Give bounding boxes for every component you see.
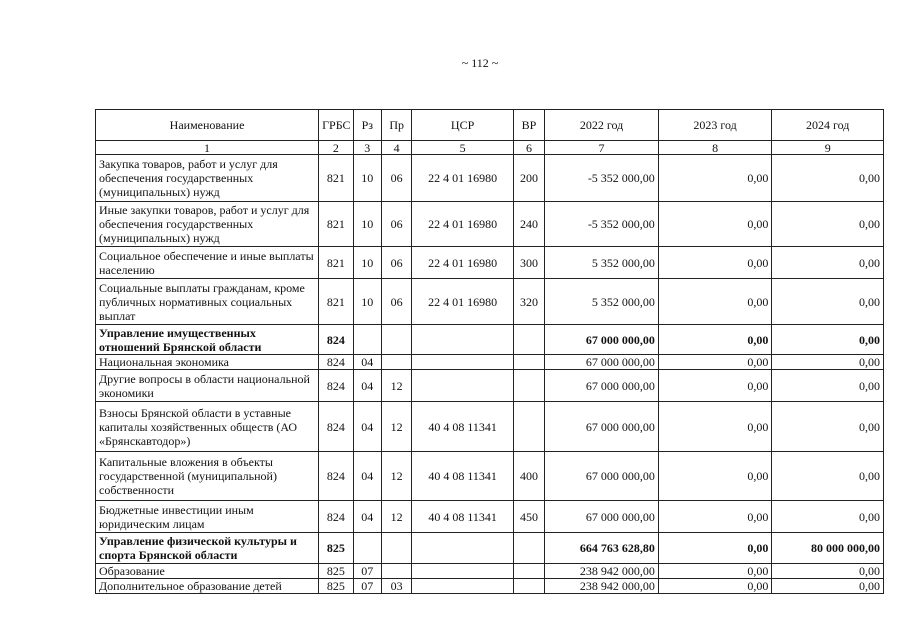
table-row <box>96 402 884 452</box>
row-2023: 0,00 <box>658 452 772 501</box>
column-number: 5 <box>412 141 513 155</box>
row-grbs: 821 <box>319 279 353 325</box>
row-2022: 238 942 000,00 <box>545 564 659 579</box>
row-csr <box>412 325 513 355</box>
row-2023: 0,00 <box>658 155 772 202</box>
row-vr: 400 <box>513 452 544 501</box>
row-2022: 67 000 000,00 <box>545 452 659 501</box>
row-csr <box>412 355 513 370</box>
row-2024: 0,00 <box>772 279 884 325</box>
row-rz: 10 <box>353 155 381 202</box>
row-csr <box>412 533 513 564</box>
row-2023: 0,00 <box>658 501 772 533</box>
header-grbs: ГРБС <box>319 110 353 141</box>
row-2024: 0,00 <box>772 325 884 355</box>
table-row <box>96 533 884 564</box>
budget-table <box>95 109 884 594</box>
table-row <box>96 325 884 355</box>
row-vr <box>513 325 544 355</box>
row-csr: 40 4 08 11341 <box>412 501 513 533</box>
row-vr <box>513 533 544 564</box>
row-csr: 22 4 01 16980 <box>412 279 513 325</box>
row-pr: 03 <box>381 579 411 594</box>
row-2022: 664 763 628,80 <box>545 533 659 564</box>
row-vr: 450 <box>513 501 544 533</box>
row-2022: -5 352 000,00 <box>545 155 659 202</box>
row-2024: 0,00 <box>772 452 884 501</box>
row-grbs: 824 <box>319 370 353 402</box>
row-2023: 0,00 <box>658 402 772 452</box>
row-2022: 67 000 000,00 <box>545 325 659 355</box>
row-name: Социальное обеспечение и иные выплаты населению <box>96 247 319 279</box>
row-2024: 0,00 <box>772 247 884 279</box>
row-vr <box>513 355 544 370</box>
row-pr: 12 <box>381 370 411 402</box>
row-2024: 0,00 <box>772 402 884 452</box>
column-number: 4 <box>381 141 411 155</box>
row-name: Национальная экономика <box>96 355 319 370</box>
row-grbs: 824 <box>319 355 353 370</box>
header-2023: 2023 год <box>658 110 772 141</box>
column-number: 1 <box>96 141 319 155</box>
row-rz <box>353 325 381 355</box>
column-number: 8 <box>658 141 772 155</box>
column-number: 2 <box>319 141 353 155</box>
row-rz: 10 <box>353 279 381 325</box>
table-row <box>96 279 884 325</box>
row-grbs: 825 <box>319 564 353 579</box>
row-2022: 5 352 000,00 <box>545 279 659 325</box>
row-2023: 0,00 <box>658 564 772 579</box>
row-vr: 320 <box>513 279 544 325</box>
column-number: 6 <box>513 141 544 155</box>
row-2023: 0,00 <box>658 202 772 247</box>
table-row <box>96 202 884 247</box>
row-name: Взносы Брянской области в уставные капиталы хозяйственных обществ (АО «Брянскавтодор») <box>96 402 319 452</box>
row-csr <box>412 564 513 579</box>
column-number: 7 <box>545 141 659 155</box>
row-name: Образование <box>96 564 319 579</box>
table-row <box>96 501 884 533</box>
row-rz: 04 <box>353 402 381 452</box>
row-grbs: 824 <box>319 325 353 355</box>
row-pr <box>381 533 411 564</box>
header-name: Наименование <box>96 110 319 141</box>
row-pr: 12 <box>381 452 411 501</box>
row-2023: 0,00 <box>658 579 772 594</box>
row-csr: 22 4 01 16980 <box>412 247 513 279</box>
row-grbs: 825 <box>319 579 353 594</box>
row-rz: 04 <box>353 501 381 533</box>
row-name: Другие вопросы в области национальной экономики <box>96 370 319 402</box>
row-2024: 0,00 <box>772 564 884 579</box>
header-2024: 2024 год <box>772 110 884 141</box>
table-row <box>96 579 884 594</box>
row-csr <box>412 579 513 594</box>
table-row <box>96 452 884 501</box>
row-grbs: 824 <box>319 402 353 452</box>
column-number-row <box>96 141 884 155</box>
row-grbs: 821 <box>319 155 353 202</box>
row-2023: 0,00 <box>658 325 772 355</box>
row-csr: 40 4 08 11341 <box>412 402 513 452</box>
table-row <box>96 247 884 279</box>
row-2024: 0,00 <box>772 155 884 202</box>
row-2023: 0,00 <box>658 370 772 402</box>
row-vr: 300 <box>513 247 544 279</box>
row-rz: 04 <box>353 452 381 501</box>
header-vr: ВР <box>513 110 544 141</box>
row-grbs: 821 <box>319 247 353 279</box>
row-2022: -5 352 000,00 <box>545 202 659 247</box>
row-name: Управление физической культуры и спорта Брянской области <box>96 533 319 564</box>
row-name: Социальные выплаты гражданам, кроме публичных нормативных социальных выплат <box>96 279 319 325</box>
column-number: 3 <box>353 141 381 155</box>
row-rz: 04 <box>353 355 381 370</box>
row-pr: 06 <box>381 247 411 279</box>
row-2023: 0,00 <box>658 355 772 370</box>
row-grbs: 824 <box>319 501 353 533</box>
row-2024: 0,00 <box>772 370 884 402</box>
row-vr: 200 <box>513 155 544 202</box>
row-name: Управление имущественных отношений Брянской области <box>96 325 319 355</box>
row-2022: 67 000 000,00 <box>545 355 659 370</box>
row-vr <box>513 402 544 452</box>
row-2022: 238 942 000,00 <box>545 579 659 594</box>
row-pr: 12 <box>381 501 411 533</box>
row-pr: 06 <box>381 202 411 247</box>
row-2023: 0,00 <box>658 533 772 564</box>
row-name: Иные закупки товаров, работ и услуг для обеспечения государственных (муниципальных) нужд <box>96 202 319 247</box>
page-number: ~ 112 ~ <box>461 56 499 70</box>
row-csr: 22 4 01 16980 <box>412 202 513 247</box>
row-2022: 67 000 000,00 <box>545 370 659 402</box>
row-name: Дополнительное образование детей <box>96 579 319 594</box>
row-pr: 06 <box>381 279 411 325</box>
row-2024: 0,00 <box>772 202 884 247</box>
row-name: Бюджетные инвестиции иным юридическим лицам <box>96 501 319 533</box>
row-csr <box>412 370 513 402</box>
row-2024: 80 000 000,00 <box>772 533 884 564</box>
row-2023: 0,00 <box>658 247 772 279</box>
row-pr <box>381 564 411 579</box>
column-number: 9 <box>772 141 884 155</box>
row-vr <box>513 370 544 402</box>
row-pr: 06 <box>381 155 411 202</box>
header-row <box>96 110 884 141</box>
row-rz: 07 <box>353 564 381 579</box>
row-vr <box>513 564 544 579</box>
row-rz: 10 <box>353 247 381 279</box>
table-row <box>96 155 884 202</box>
row-pr <box>381 355 411 370</box>
row-2024: 0,00 <box>772 579 884 594</box>
row-2023: 0,00 <box>658 279 772 325</box>
row-name: Капитальные вложения в объекты государственной (муниципальной) собственности <box>96 452 319 501</box>
row-csr: 40 4 08 11341 <box>412 452 513 501</box>
row-grbs: 825 <box>319 533 353 564</box>
row-2024: 0,00 <box>772 355 884 370</box>
row-pr <box>381 325 411 355</box>
row-vr <box>513 579 544 594</box>
header-rz: Рз <box>353 110 381 141</box>
row-rz: 10 <box>353 202 381 247</box>
row-2022: 67 000 000,00 <box>545 402 659 452</box>
table-row <box>96 355 884 370</box>
row-csr: 22 4 01 16980 <box>412 155 513 202</box>
row-grbs: 824 <box>319 452 353 501</box>
header-2022: 2022 год <box>545 110 659 141</box>
header-pr: Пр <box>381 110 411 141</box>
row-name: Закупка товаров, работ и услуг для обеспечения государственных (муниципальных) нужд <box>96 155 319 202</box>
row-2022: 67 000 000,00 <box>545 501 659 533</box>
row-pr: 12 <box>381 402 411 452</box>
row-grbs: 821 <box>319 202 353 247</box>
row-rz: 07 <box>353 579 381 594</box>
row-vr: 240 <box>513 202 544 247</box>
table-row <box>96 370 884 402</box>
table-row <box>96 564 884 579</box>
row-2024: 0,00 <box>772 501 884 533</box>
row-rz: 04 <box>353 370 381 402</box>
row-2022: 5 352 000,00 <box>545 247 659 279</box>
header-csr: ЦСР <box>412 110 513 141</box>
row-rz <box>353 533 381 564</box>
